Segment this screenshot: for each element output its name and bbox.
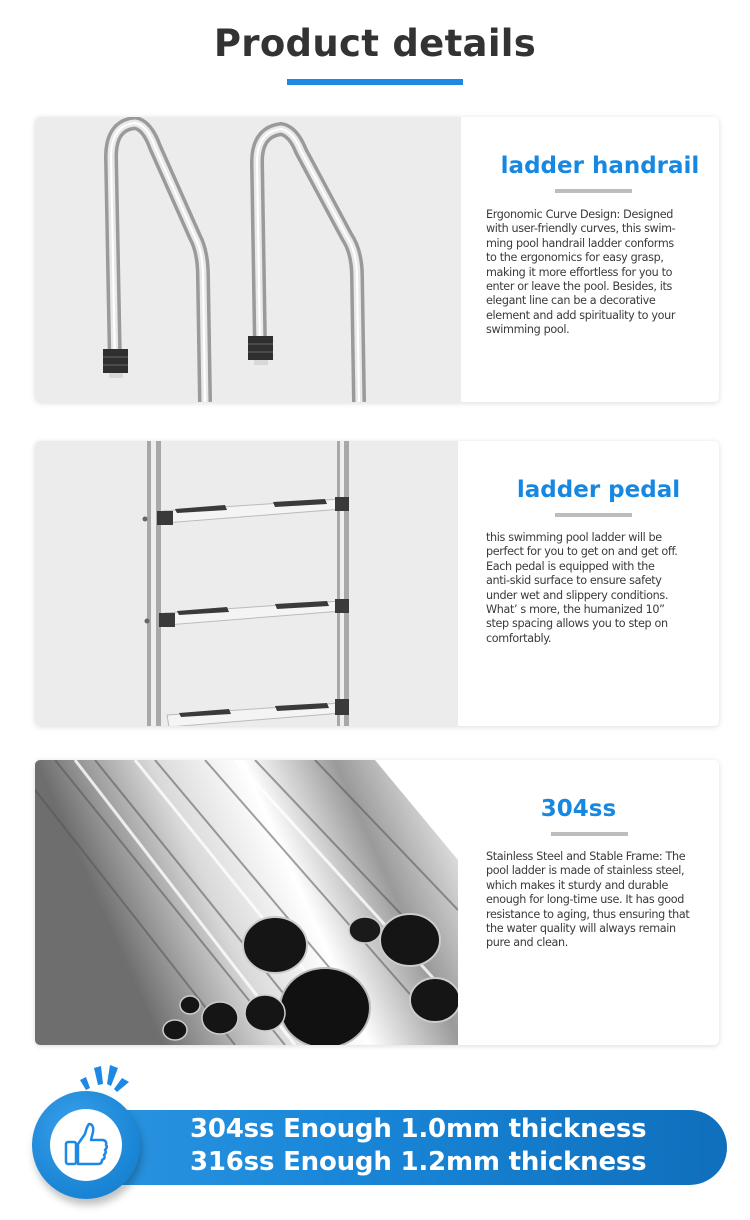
body-line: resistance to aging, thus ensuring that [486,907,690,921]
badge-inner-circle [50,1109,122,1181]
body-line: swimming pool. [486,323,570,337]
banner-line-316ss: 316ss Enough 1.2mm thickness [190,1147,647,1177]
section-heading: 304ss [540,796,617,822]
thumbs-up-icon [61,1120,111,1170]
body-line: elegant line can be a decorative [486,294,656,308]
body-line: which makes it sturdy and durable [486,878,669,892]
body-line: comfortably. [486,631,552,645]
steel-tubes-image [35,760,458,1045]
heading-rule [551,832,628,836]
pedal-image [35,441,458,726]
body-line: ming pool handrail ladder conforms [486,236,674,250]
heading-rule [555,189,632,193]
body-line: the water quality will always remain [486,922,676,936]
body-line: Ergonomic Curve Design: Designed [486,208,673,221]
thickness-banner [70,1110,727,1185]
heading-rule [555,513,632,517]
body-line: step spacing allows you to step on [486,617,668,631]
title-underline [287,79,463,85]
pedal-illustration [35,441,458,726]
section-card-304ss [35,760,719,1045]
section-card-handrail [35,117,719,402]
section-body [486,850,718,951]
body-line: anti-skid surface to ensure safety [486,574,662,588]
handrail-image [35,117,461,402]
body-line: this swimming pool ladder will be [486,531,662,544]
body-line: perfect for you to get on and get off. [486,545,678,559]
body-line: with user-friendly curves, this swim- [486,222,676,236]
banner-line-304ss: 304ss Enough 1.0mm thickness [190,1114,647,1144]
body-line: enter or leave the pool. Besides, its [486,280,673,294]
section-body [486,531,716,646]
body-line: What’ s more, the humanized 10” [486,603,665,617]
body-line: Each pedal is equipped with the [486,559,655,573]
body-line: pool ladder is made of stainless steel, [486,864,685,878]
body-line: element and add spirituality to your [486,308,676,322]
section-heading: ladder pedal [516,477,681,503]
body-line: pure and clean. [486,936,568,950]
304ss-text-panel [458,760,719,1045]
thumbs-up-badge [32,1091,140,1199]
section-card-pedal [35,441,719,726]
steel-tubes-illustration [35,760,458,1045]
body-line: making it more effortless for you to [486,265,673,279]
body-line: under wet and slippery conditions. [486,588,669,602]
handrail-illustration [35,117,461,402]
body-line: Stainless Steel and Stable Frame: The [486,850,686,863]
body-line: enough for long-time use. It has good [486,893,685,907]
section-heading: ladder handrail [500,153,700,179]
body-line: to the ergonomics for easy grasp, [486,251,664,265]
pedal-text-panel [458,441,719,726]
section-body [486,208,716,338]
page-title: Product details [213,22,537,65]
handrail-text-panel [461,117,719,402]
